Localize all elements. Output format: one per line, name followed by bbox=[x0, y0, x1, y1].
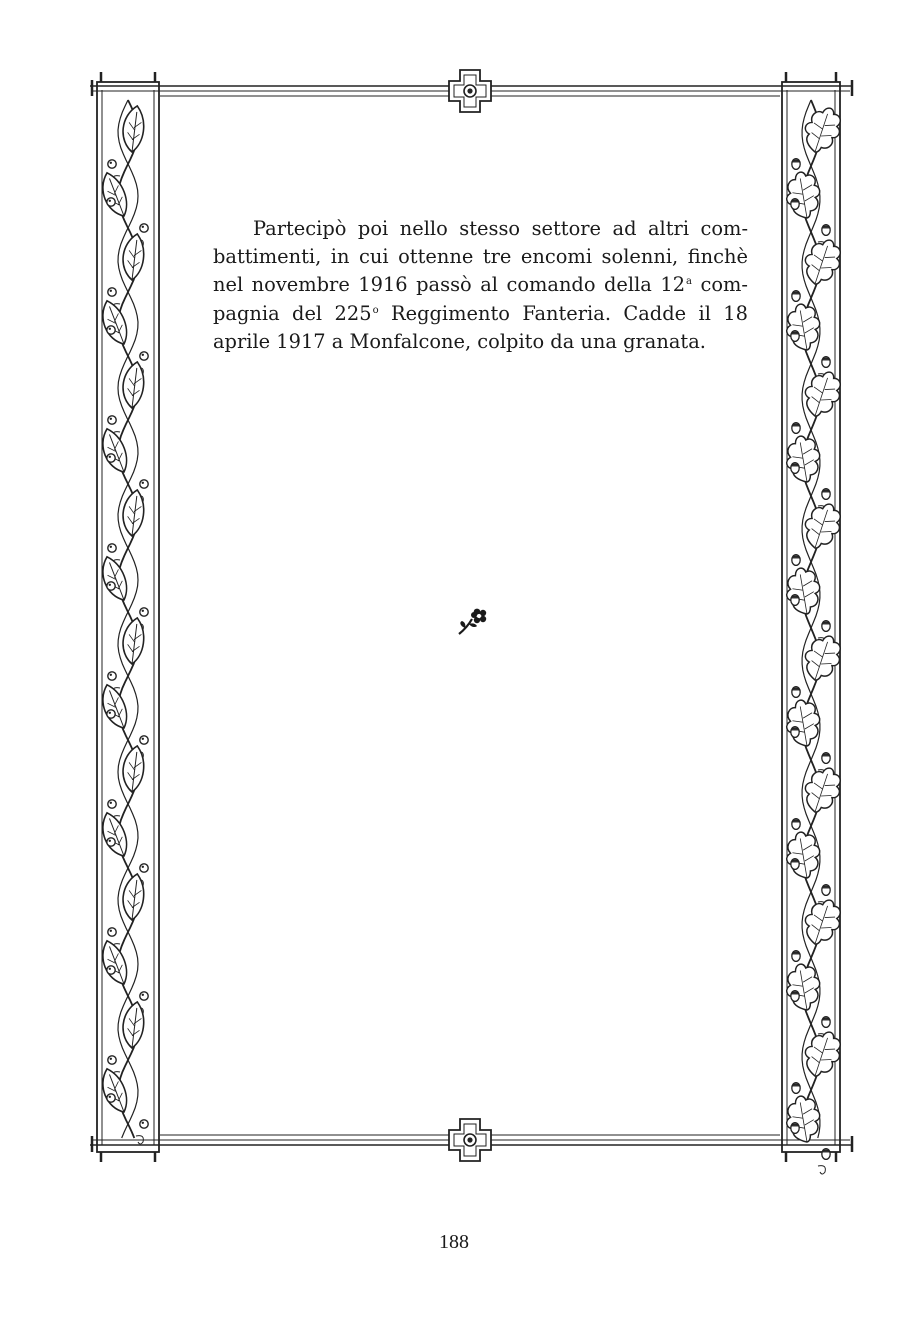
right-vine-leaf bbox=[781, 1093, 825, 1146]
paragraph-line-1: Partecipò poi nello stesso settore ad altri com- bbox=[253, 217, 748, 240]
page-number: 188 bbox=[439, 1231, 469, 1253]
superscript-o: o bbox=[372, 304, 379, 316]
left-vine-leaf bbox=[99, 1066, 130, 1116]
flower-fleuron-icon bbox=[456, 604, 490, 638]
left-vine-fruit bbox=[108, 416, 116, 424]
left-vine-ornament bbox=[99, 100, 149, 1144]
right-vine-leaf bbox=[781, 169, 825, 222]
paragraph-line-5: aprile 1917 a Monfalcone, colpito da una granata. bbox=[213, 329, 706, 353]
left-vine-fruit bbox=[108, 928, 116, 936]
right-vine-tendril bbox=[818, 1166, 825, 1174]
left-vine-leaf bbox=[99, 938, 130, 988]
right-vine-fruit bbox=[792, 159, 801, 170]
paragraph-line-3 bbox=[213, 271, 748, 299]
line-4-text: pagnia del 225 bbox=[213, 301, 372, 325]
top-clasp-icon bbox=[449, 70, 491, 112]
right-vine-fruit bbox=[791, 991, 800, 1002]
line-3-after: com- bbox=[692, 273, 748, 297]
paragraph-line-4 bbox=[213, 300, 748, 328]
left-vine-fruit bbox=[140, 1120, 148, 1128]
right-vine-leaf bbox=[781, 697, 825, 750]
right-vine-fruit bbox=[822, 621, 831, 632]
right-vine-fruit bbox=[822, 489, 831, 500]
right-vine-fruit bbox=[822, 753, 831, 764]
left-vine-fruit bbox=[108, 672, 116, 680]
line-4-after: Reggimento Fanteria. Cadde il 18 bbox=[378, 301, 748, 325]
right-vine-fruit bbox=[822, 357, 831, 368]
left-vine-leaf bbox=[99, 682, 130, 732]
right-vine-leaf bbox=[781, 961, 825, 1014]
right-vine-leaf bbox=[781, 301, 825, 354]
left-vine-fruit bbox=[140, 992, 148, 1000]
paragraph-line-2: battimenti, in cui ottenne tre encomi solenni, finchè bbox=[213, 245, 748, 269]
line-3-text: nel novembre 1916 passò al comando della 12 bbox=[213, 273, 686, 297]
left-vine-fruit bbox=[140, 480, 148, 488]
right-vine-fruit bbox=[791, 1123, 800, 1134]
right-vine-fruit bbox=[792, 555, 801, 566]
right-vine-fruit bbox=[792, 291, 801, 302]
right-vine-fruit bbox=[791, 859, 800, 870]
right-vine-fruit bbox=[791, 727, 800, 738]
bottom-clasp-icon bbox=[449, 1119, 491, 1161]
right-vine-leaf bbox=[781, 433, 825, 486]
left-vine-fruit bbox=[107, 198, 115, 206]
left-vine-fruit bbox=[140, 224, 148, 232]
right-vine-fruit bbox=[791, 199, 800, 210]
left-vine-fruit bbox=[108, 288, 116, 296]
superscript-a: a bbox=[686, 276, 693, 288]
left-vine-fruit bbox=[107, 966, 115, 974]
left-vine-fruit bbox=[107, 838, 115, 846]
left-vine-leaf bbox=[99, 298, 130, 348]
left-vine-leaf bbox=[99, 426, 130, 476]
right-vine-fruit bbox=[791, 463, 800, 474]
right-vine-fruit bbox=[792, 951, 801, 962]
left-vine-fruit bbox=[107, 326, 115, 334]
left-vine-fruit bbox=[140, 352, 148, 360]
left-vine-fruit bbox=[107, 582, 115, 590]
right-vine-fruit bbox=[791, 331, 800, 342]
right-vine-leaf bbox=[781, 829, 825, 882]
right-vine-fruit bbox=[792, 819, 801, 830]
left-vine-fruit bbox=[108, 160, 116, 168]
left-vine-fruit bbox=[108, 800, 116, 808]
left-vine-fruit bbox=[140, 864, 148, 872]
body-paragraph bbox=[213, 215, 748, 356]
left-vine-fruit bbox=[107, 454, 115, 462]
left-vine-fruit bbox=[108, 544, 116, 552]
right-vine-fruit bbox=[822, 885, 831, 896]
right-vine-fruit bbox=[822, 1149, 831, 1160]
left-vine-fruit bbox=[107, 1094, 115, 1102]
right-vine-fruit bbox=[791, 595, 800, 606]
left-vine-leaf bbox=[99, 170, 130, 220]
left-vine-fruit bbox=[107, 710, 115, 718]
right-vine-fruit bbox=[792, 687, 801, 698]
left-vine-fruit bbox=[140, 608, 148, 616]
right-vine-fruit bbox=[822, 1017, 831, 1028]
right-vine-fruit bbox=[792, 1083, 801, 1094]
right-vine-leaf bbox=[781, 565, 825, 618]
left-vine-leaf bbox=[99, 554, 130, 604]
left-vine-leaf bbox=[99, 810, 130, 860]
left-vine-fruit bbox=[108, 1056, 116, 1064]
right-vine-fruit bbox=[792, 423, 801, 434]
right-vine-fruit bbox=[822, 225, 831, 236]
left-vine-fruit bbox=[140, 736, 148, 744]
